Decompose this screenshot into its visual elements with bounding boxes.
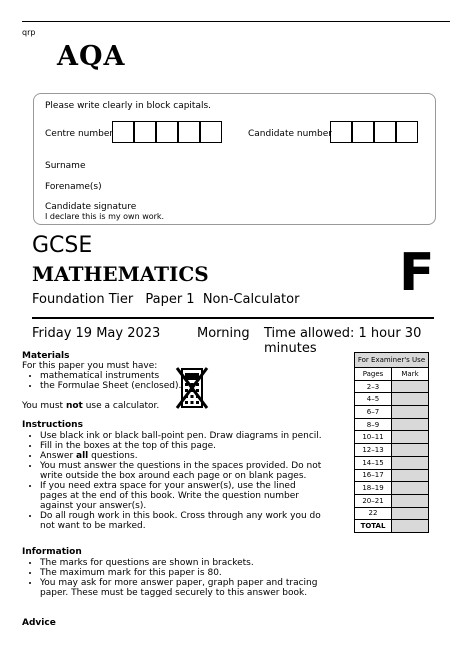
candidate-digit-box[interactable] (396, 121, 418, 143)
table-row (355, 431, 429, 444)
list-item: • mathematical instruments (40, 371, 342, 381)
table-row (355, 456, 429, 469)
centre-digit-box[interactable] (156, 121, 178, 143)
table-row (355, 482, 429, 495)
pages-cell: 20–21 (355, 494, 392, 507)
table-row (355, 444, 429, 457)
top-rule (22, 21, 450, 22)
table-row (355, 520, 429, 533)
pages-cell: 2–3 (355, 380, 392, 393)
information-section (22, 558, 322, 598)
tier-label (32, 292, 299, 307)
table-row (355, 469, 429, 482)
list-item: • Use black ink or black ball-point pen. Draw diagrams in pencil. (40, 431, 322, 441)
table-row (355, 494, 429, 507)
title-rule (32, 317, 434, 319)
pages-cell: 10–11 (355, 431, 392, 444)
list-item: • the Formulae Sheet (enclosed). (40, 381, 342, 391)
mark-cell (392, 393, 429, 406)
total-label: TOTAL (355, 520, 392, 533)
mark-cell (392, 380, 429, 393)
declaration-text: I declare this is my own work. (45, 212, 165, 221)
candidate-number-label: Candidate number (248, 129, 332, 139)
calc-text-post: use a calculator. (82, 401, 160, 411)
centre-digit-box[interactable] (200, 121, 222, 143)
examiner-use-table (354, 352, 429, 533)
table-row (355, 380, 429, 393)
list-item: • If you need extra space for your answer(s), use the lined pages at the end of this book. Write the question number against your answer(s). (40, 481, 322, 511)
mark-cell (392, 406, 429, 419)
list-item: • Do all rough work in this book. Cross through any work you do not want to be marked. (40, 511, 322, 531)
pages-column-header: Pages (355, 368, 392, 381)
list-item: • You may ask for more answer paper, graph paper and tracing paper. These must be tagged securely to this answer book. (40, 578, 322, 598)
time-allowed: Time allowed: 1 hour 30 minutes (264, 326, 422, 356)
table-row (355, 507, 429, 520)
list-item: • Answer all questions. (40, 451, 322, 461)
mark-cell (392, 444, 429, 457)
qualification-title: GCSE (32, 233, 93, 258)
calc-text-pre: You must (22, 401, 66, 411)
table-row (355, 406, 429, 419)
candidate-digit-box[interactable] (330, 121, 352, 143)
centre-digit-box[interactable] (134, 121, 156, 143)
materials-heading: Materials (22, 351, 70, 361)
list-item: • Fill in the boxes at the top of this page. (40, 441, 322, 451)
pages-cell: 8–9 (355, 418, 392, 431)
mark-cell (392, 456, 429, 469)
tier-letter: F (399, 243, 435, 303)
list-item: • You must answer the questions in the spaces provided. Do not write outside the box around each page or on blank pages. (40, 461, 322, 481)
information-list (22, 558, 322, 598)
pages-cell: 12–13 (355, 444, 392, 457)
centre-digit-box[interactable] (112, 121, 134, 143)
pages-cell: 14–15 (355, 456, 392, 469)
mark-cell (392, 431, 429, 444)
examiner-table-title: For Examiner's Use (355, 353, 429, 368)
forename-label: Forename(s) (45, 182, 102, 192)
aqa-logo: AQA (57, 41, 126, 72)
mark-cell (392, 494, 429, 507)
mark-cell (392, 469, 429, 482)
mark-cell (392, 482, 429, 495)
pages-cell: 4–5 (355, 393, 392, 406)
instructions-section (22, 431, 322, 531)
subject-title: MATHEMATICS (32, 262, 209, 286)
pages-cell: 18–19 (355, 482, 392, 495)
no-calculator-icon (175, 366, 209, 410)
materials-intro: For this paper you must have: (22, 361, 158, 371)
instructions-list (22, 431, 322, 531)
mark-cell (392, 418, 429, 431)
information-heading: Information (22, 547, 82, 557)
instructions-heading: Instructions (22, 420, 83, 430)
pages-cell: 16–17 (355, 469, 392, 482)
pages-cell: 6–7 (355, 406, 392, 419)
calc-text-not: not (65, 401, 83, 411)
exam-date: Friday 19 May 2023 (32, 326, 161, 341)
list-item: • The maximum mark for this paper is 80. (40, 568, 322, 578)
list-item: • The marks for questions are shown in brackets. (40, 558, 322, 568)
pages-cell: 22 (355, 507, 392, 520)
surname-label: Surname (45, 161, 86, 171)
paper-text: Paper 1 Non-Calculator (145, 292, 300, 307)
candidate-digit-box[interactable] (374, 121, 396, 143)
advice-heading: Advice (22, 618, 56, 628)
centre-number-label: Centre number (45, 129, 114, 139)
block-capitals-instruction: Please write clearly in block capitals. (45, 101, 212, 111)
tier-text: Foundation Tier (32, 292, 134, 307)
mark-column-header: Mark (392, 368, 429, 381)
mark-cell (392, 507, 429, 520)
centre-digit-box[interactable] (178, 121, 200, 143)
document-ref: qrp (22, 28, 36, 37)
signature-label: Candidate signature (45, 202, 137, 212)
exam-session: Morning (197, 326, 250, 341)
table-row (355, 393, 429, 406)
table-row (355, 418, 429, 431)
candidate-digit-box[interactable] (352, 121, 374, 143)
total-mark-cell (392, 520, 429, 533)
candidate-details-box (33, 93, 436, 225)
